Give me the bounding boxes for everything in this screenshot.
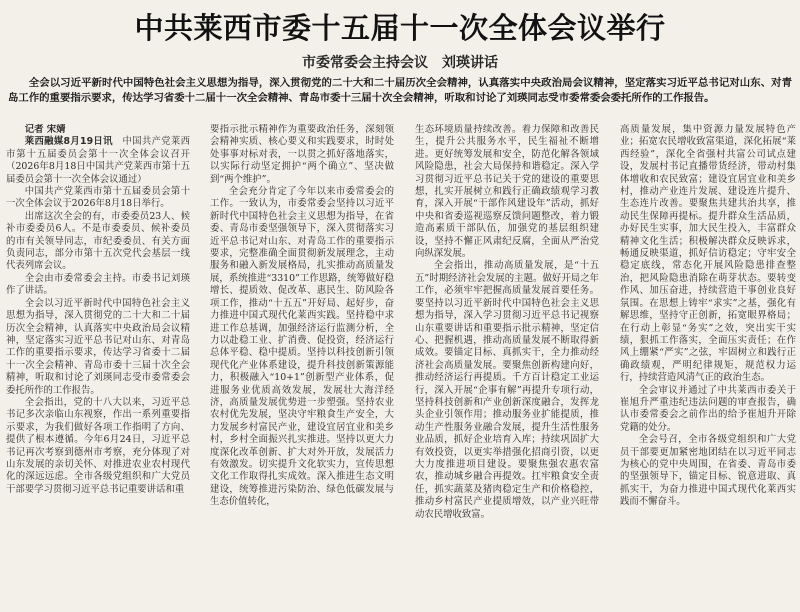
article-column-2	[210, 124, 394, 612]
article-paragraph: 全会指出，推动高质量发展，是“十五五”时期经济社会发展的主题。做好开局之年工作，必须牢牢把握高质量发展首要任务。要坚持以习近平新时代中国特色社会主义思想为指导，深入学习贯彻习近平总书记视察山东重要讲话和重要指示批示精神，坚定信心、把握机遇，推动高质量发展不断取得新成效。要锚定目标、真抓实干，全力推动经济社会高质量发展。要聚焦创新构建向好，推动经济运行再提质。千方百计稳定工业运行，深入开展“企事有解”再提升专项行动，坚持科技创新和产业创新深度融合，发挥龙头企业引领作用；推动服务业扩能提质，推动生产性服务业融合发展，提升生活性服务业品质，抓好企业培育入库；持续巩固扩大有效投资，以更实举措强化招商引资，以更大力度推进项目建设。要聚焦强农惠农富农，推动城乡融合再提效。扛牢粮食安全责任，抓实蔬菜及猪肉稳定生产和价格稳控，推动乡村富民产业提质增效，以产业兴旺带动农民增收致富。	[415, 260, 599, 520]
headline: 中共莱西市委十五届十一次全体会议举行	[134, 11, 666, 45]
article-paragraph: 全会以习近平新时代中国特色社会主义思想为指导，深入贯彻党的二十大和二十届历次全会精神，认真落实中央政治局会议精神，坚定落实习近平总书记对山东、对青岛工作的重要指示要求，传达学习省委十二届十一次全会精神、青岛市委十三届十次全会精神，听取和讨论了刘瑛同志受市委常委会委托所作的工作报告。	[6, 297, 190, 396]
article-paragraph: 全会由市委常委会主持。市委书记刘瑛作了讲话。	[6, 272, 190, 297]
article-column-1	[6, 124, 190, 612]
article-paragraph: 全会充分肯定了今年以来市委常委会的工作。一致认为，市委常委会坚持以习近平新时代中国特色社会主义思想为指导，在省委、青岛市委坚强领导下，深入贯彻落实习近平总书记对山东、对青岛工作的重要指示要求，完整准确全面贯彻新发展理念，主动服务和融入新发展格局，扎实推动高质量发展，系统推进“3310”工作思路，统筹做好稳增长、提质效、促改革、惠民生、防风险各项工作，推动“十五五”开好局、起好步，奋力推进中国式现代化莱西实践。坚持稳中求进工作总基调，加强经济运行监测分析，全力以赴稳工业、扩消费、促投资，经济运行总体平稳、稳中提质。坚持以科技创新引领现代化产业体系建设，提升科技创新策源能力，积极融入“10+1”创新型产业体系，促进服务业优质高效发展，发展壮大海洋经济，高质量发展优势进一步塑强。坚持农业农村优先发展，坚决守牢粮食生产安全，大力发展乡村富民产业，建设宜居宜业和美乡村，乡村全面振兴扎实推进。坚持以更大力度深化改革创新、扩大对外开放，发展活力有效激发。切实提升文化软实力，宣传思想文化工作取得扎实成效。深入推进生态文明建设，统筹推进污染防治、绿色低碳发展与生态价值转化，	[210, 186, 394, 508]
article-paragraph: 要指示批示精神作为重要政治任务，深刻领会精神实质、核心要义和实践要求，时时处处事事对标对表，一以贯之抓好落地落实，以实际行动坚定拥护“两个确立”、坚决做到“两个维护”。	[210, 124, 394, 185]
article-paragraph: 中国共产党莱西市第十五届委员会第十一次全体会议于2026年8月18日举行。	[6, 186, 190, 210]
subheadline: 市委常委会主持会议 刘瑛讲话	[302, 55, 498, 71]
article-column-4	[620, 124, 796, 612]
article-paragraph: 高质量发展，集中资源力量发展特色产业；拓宽农民增收致富渠道，深化拓展“莱西经验”，深化全省强村共富公司试点建设，发展村书记直播带货经济，带动村集体增收和农民致富；建设宜居宜业和美乡村，推动产业连片发展、建设连片提升、生态连片改善。要聚焦共建共治共享，推动民生保障再提标。提升群众生活品质，办好民生实事，加大民生投入，丰富群众精神文化生活；积极解决群众反映诉求，畅通反映渠道，抓好信访稳定；守牢安全稳定底线，常态化开展风险隐患排查整治，把风险隐患消除在萌芽状态。要转变作风、加压奋进，持续营造干事创业良好氛围。在思想上铸牢“求实”之基，强化有解思维，坚持守正创新，拓宽眼界格局；在行动上彰显“务实”之效，突出实干实绩，狠抓工作落实，全面压实责任；在作风上绷紧“严实”之弦，牢固树立和践行正确政绩观，严明纪律规矩，规范权力运行，持续营造风清气正的政治生态。	[620, 124, 796, 384]
dateline: 莱西融媒8月19日讯	[24, 136, 113, 148]
article-body	[0, 124, 800, 612]
byline: 记者 宋婧	[24, 124, 66, 135]
article-paragraph: 生态环境质量持续改善。着力保障和改善民生，提升公共服务水平，民生福祉不断增进。更好统筹发展和安全，防范化解各领域风险隐患，社会大局保持和谐稳定。深入学习贯彻习近平总书记关于党的建设的重要思想，扎实开展树立和践行正确政绩观学习教育，深入开展“干部作风建设年”活动，抓好中央和省委巡视巡察反馈问题整改，着力锻造高素质干部队伍，加强党的基层组织建设，坚持不懈正风肃纪反腐，全面从严治党向纵深发展。	[415, 124, 599, 260]
article-paragraph: 出席这次全会的有，市委委员23人、候补市委委员6人。不是市委委员、候补委员的市有关领导同志，市纪委委员、有关方面负责同志，部分市第十五次党代会基层一线代表列席会议。	[6, 210, 190, 272]
article-paragraph: 全会指出，党的十八大以来，习近平总书记多次亲临山东视察，作出一系列重要指示要求，为我们做好各项工作指明了方向、提供了根本遵循。今年6月24日，习近平总书记再次考察到德州市考察，充分体现了对山东发展的亲切关怀、对推进农业农村现代化的深远远虑。全市各级党组织和广大党员干部要学习贯彻习近平总书记重要讲话和重	[6, 396, 190, 495]
article-paragraph: 中国共产党莱西市第十五届委员会第十一次全体会议召开（2026年8月18日中国共产党莱西市第十五届委员会第十一次全体会议通过）	[6, 136, 190, 185]
dateline-paragraph	[6, 136, 190, 186]
article-paragraph: 全会审议并通过了中共莱西市委关于崔旭升严重违纪违法问题的审查报告，确认市委常委会之前作出的给予崔旭升开除党籍的处分。	[620, 384, 796, 433]
article-paragraph: 全会号召，全市各级党组织和广大党员干部要更加紧密地团结在以习近平同志为核心的党中央周围，在省委、青岛市委的坚强领导下，锚定目标、锐意进取、真抓实干，为奋力推进中国式现代化莱西实践而不懈奋斗。	[620, 434, 796, 508]
article-column-3	[415, 124, 599, 612]
lead-paragraph: 全会以习近平新时代中国特色社会主义思想为指导，深入贯彻党的二十大和二十届历次全会精神，认真落实中央政治局会议精神，坚定落实习近平总书记对山东、对青岛工作的重要指示要求，传达学习省委十二届十一次全会精神、青岛市委十三届十次全会精神，听取和讨论了刘瑛同志受市委常委会委托所作的工作报告。	[8, 77, 792, 104]
